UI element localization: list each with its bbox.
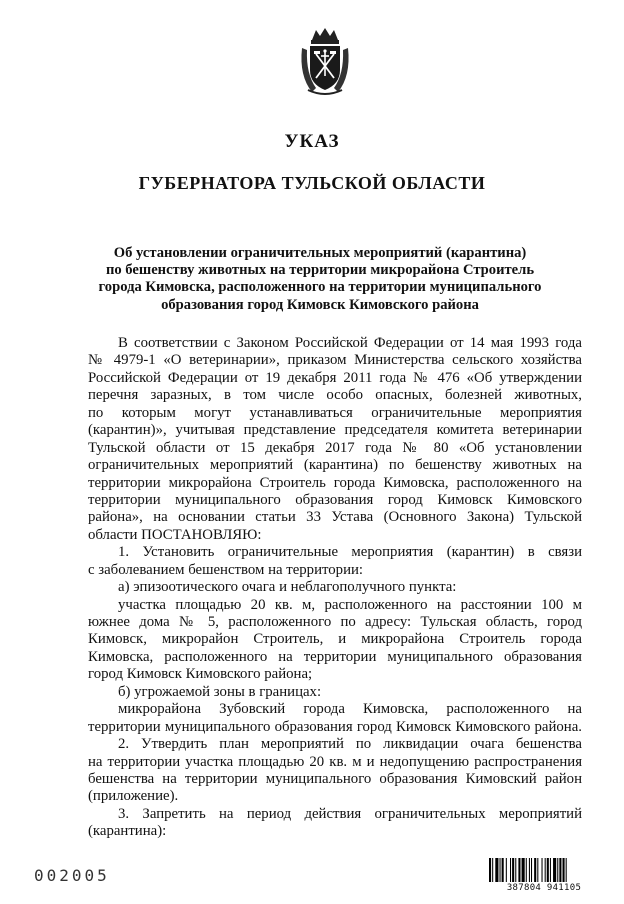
body-line: микрорайона Зубовский города Кимовска, расположенного на xyxy=(118,701,582,718)
barcode-number: 387804 941105 xyxy=(506,883,582,893)
body-line: района», на основании статьи 33 Устава (Основного Закона) Тульской xyxy=(88,509,582,526)
body-line: по которым могут устанавливаться ограничительные мероприятия xyxy=(88,404,582,421)
body-line: территории микрорайона Строитель города Кимовска, расположенного на xyxy=(88,474,582,491)
body-line: Тульской области от 15 декабря 2017 года № 80 «Об установлении xyxy=(88,439,582,456)
tula-coat-of-arms-icon xyxy=(298,26,352,98)
body-line: области ПОСТАНОВЛЯЮ: xyxy=(88,526,262,543)
body-line: (карантин)», учитывая представление председателя комитета ветеринарии xyxy=(88,422,582,439)
body-line: 3. Запретить на период действия ограничительных мероприятий xyxy=(118,805,582,822)
body-line: Кимовск, микрорайон Строитель, и микрорайона Строитель города xyxy=(88,631,582,648)
body-line: территории муниципального образования город Кимовск Кимовского района. xyxy=(88,718,582,735)
subject-line: по бешенству животных на территории микрорайона Строитель xyxy=(105,262,535,279)
body-line: № 4979-1 «О ветеринарии», приказом Министерства сельского хозяйства xyxy=(88,352,582,369)
barcode-icon xyxy=(489,858,599,882)
body-line: В соответствии с Законом Российской Федерации от 14 мая 1993 года xyxy=(118,335,582,351)
body-line: (карантина): xyxy=(88,823,167,840)
body-line: Кимовска, расположенного на территории муниципального образования xyxy=(88,648,582,665)
body-line: а) эпизоотического очага и неблагополучного пункта: xyxy=(118,579,457,596)
decree-title: УКАЗ xyxy=(284,131,340,152)
body-line: территории муниципального образования город Кимовск Кимовского xyxy=(88,491,582,508)
subject-line: города Кимовска, расположенного на территории муниципального xyxy=(98,279,542,296)
body-line: Российской Федерации от 19 декабря 2011 года № 476 «Об утверждении xyxy=(88,369,582,386)
body-line: бешенства на территории муниципального образования Кимовский район xyxy=(88,770,582,787)
body-line: город Кимовск Кимовского района; xyxy=(88,666,313,683)
body-line: 2. Утвердить план мероприятий по ликвидации очага бешенства xyxy=(118,736,582,753)
subject-line: образования город Кимовск Кимовского района xyxy=(161,296,479,313)
body-line: 1. Установить ограничительные мероприятия (карантин) в связи xyxy=(118,544,582,561)
decree-issuer: ГУБЕРНАТОРА ТУЛЬСКОЙ ОБЛАСТИ xyxy=(138,173,486,193)
body-line: участка площадью 20 кв. м, расположенного на расстоянии 100 м xyxy=(118,596,582,613)
decree-subject xyxy=(60,245,580,314)
body-line: ограничительных мероприятий (карантина) по бешенству животных на xyxy=(88,457,582,474)
registration-number: 002005 xyxy=(34,866,110,885)
body-line: перечня заразных, в том числе особо опасных, болезней животных, xyxy=(88,387,582,404)
body-line: б) угрожаемой зоны в границах: xyxy=(118,683,322,700)
body-line: на территории участка площадью 20 кв. м и недопущению распространения xyxy=(88,753,582,770)
body-line: (приложение). xyxy=(88,788,179,805)
subject-line: Об установлении ограничительных мероприятий (карантина) xyxy=(113,245,527,261)
body-line: с заболеванием бешенством на территории: xyxy=(88,561,364,578)
body-line: южнее дома № 5, расположенного по адресу: Тульская область, город xyxy=(88,614,582,630)
decree-body xyxy=(88,335,582,841)
